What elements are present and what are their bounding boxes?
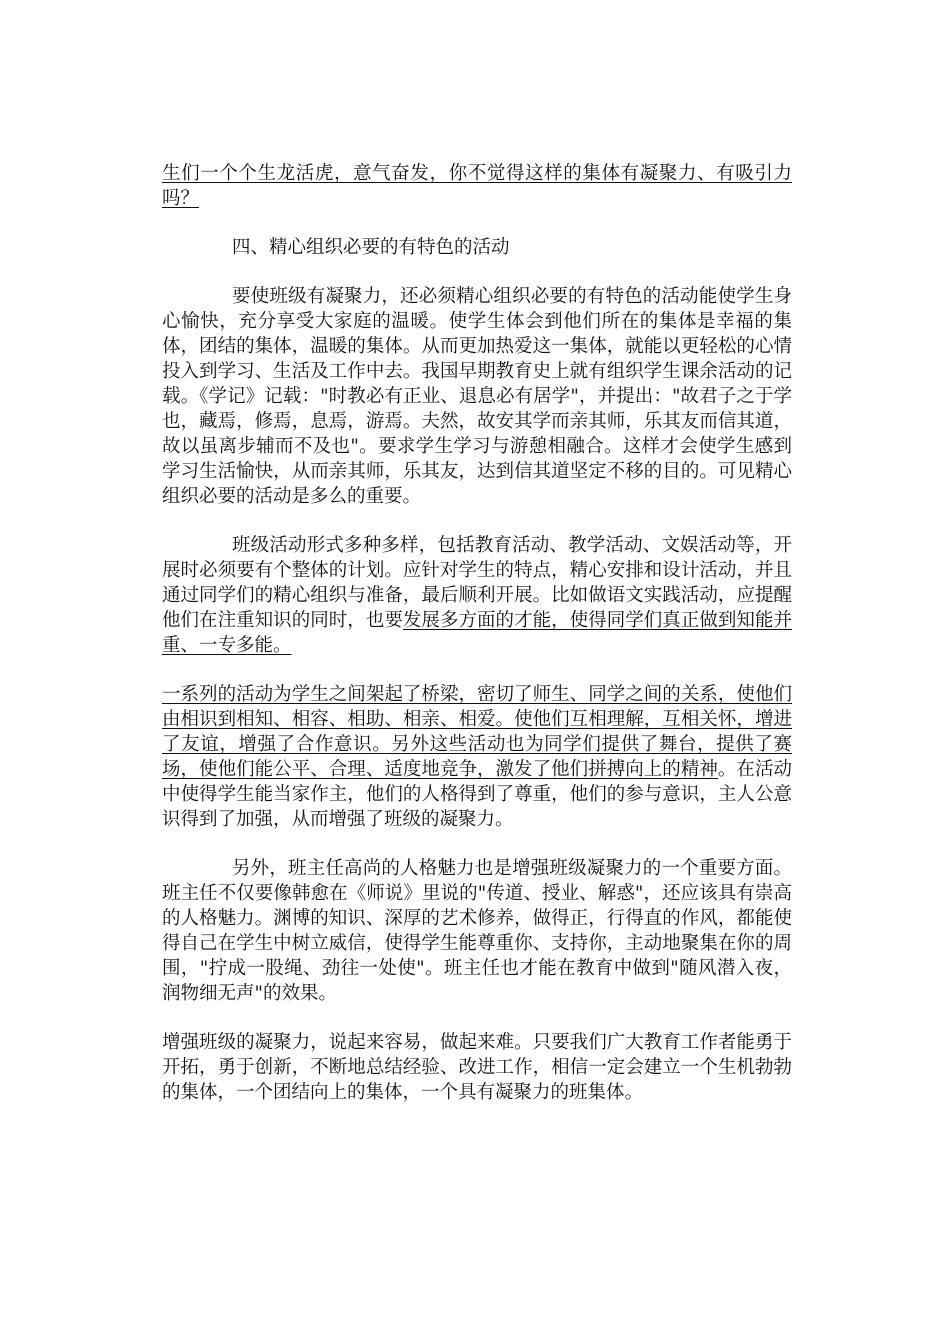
paragraph-2: 要使班级有凝聚力，还必须精心组织必要的有特色的活动能使学生身心愉快，充分享受大家庭的温暖。使学生体会到他们所在的集体是幸福的集体，团结的集体，温暖的集体。从而更加热爱这一集体，就能以更轻松的心情投入到学习、生活及工作中去。我国早期教育史上就有组织学生课余活动的记载。《学记》记载："时教必有正业、退息必有居学"，并提出："故君子之于学也，藏焉，修焉，息焉，游焉。夫然，故安其学而亲其师，乐其友而信其道，故以虽离步辅而不及也"。要求学生学习与游憩相融合。这样才会使学生感到学习生活愉快，从而亲其师，乐其友，达到信其道坚定不移的目的。可见精心组织必要的活动是多么的重要。 <box>162 286 792 507</box>
paragraph-3-text: 班级活动形式多种多样，包括教育活动、教学活动、文娱活动等，开展时必须要有个整体的计划。应针对学生的特点，精心安排和设计活动，并且通过同学们的精心组织与准备，最后顺利开展。比如做语文实践活动，应提醒他们在注重知识的同时，也要 <box>162 535 792 631</box>
section-heading: 四、精心组织必要的有特色的活动 <box>232 237 510 258</box>
document-page <box>162 161 792 1129</box>
paragraph-4 <box>162 682 792 832</box>
paragraph-4-text: 。在活动中使得学生能当家作主，他们的人格得到了尊重，他们的参与意识，主人公意识得到了加强，从而增强了班级的凝聚力。 <box>162 759 792 830</box>
paragraph-5: 另外，班主任高尚的人格魅力也是增强班级凝聚力的一个重要方面。班主任不仅要像韩愈在《师说》里说的"传道、授业、解惑"，还应该具有崇高的人格魅力。渊博的知识、深厚的艺术修养，做得正，行得直的作风，都能使得自己在学生中树立威信，使得学生能尊重你、支持你，主动地聚集在你的周围，"拧成一股绳、劲往一处使"。班主任也才能在教育中做到"随风潜入夜，润物细无声"的效果。 <box>162 858 792 1004</box>
paragraph-4-underlined-text: 一系列的活动为学生之间架起了桥梁，密切了师生、同学之间的关系，使他们由相识到相知、相容、相助、相亲、相爱。使他们互相理解，互相关怀，增进了友谊，增强了合作意识。另外这些活动也为同学们提供了舞台，提供了赛场，使他们能公平、合理、适度地竞争，激发了他们拼搏向上的精神 <box>162 684 792 780</box>
paragraph-3-underlined-text: 发展多方面的才能，使得同学们真正做到知能并重、一专多能。 <box>162 610 792 656</box>
paragraph-1-underlined-text: 生们一个个生龙活虎，意气奋发，你不觉得这样的集体有凝聚力、有吸引力吗？ <box>162 163 792 209</box>
paragraph-3 <box>162 533 792 658</box>
paragraph-1 <box>162 161 792 211</box>
paragraph-6: 增强班级的凝聚力，说起来容易，做起来难。只要我们广大教育工作者能勇于开拓，勇于创新，不断地总结经验、改进工作，相信一定会建立一个生机勃勃的集体，一个团结向上的集体，一个具有凝聚力的班集体。 <box>162 1032 792 1103</box>
